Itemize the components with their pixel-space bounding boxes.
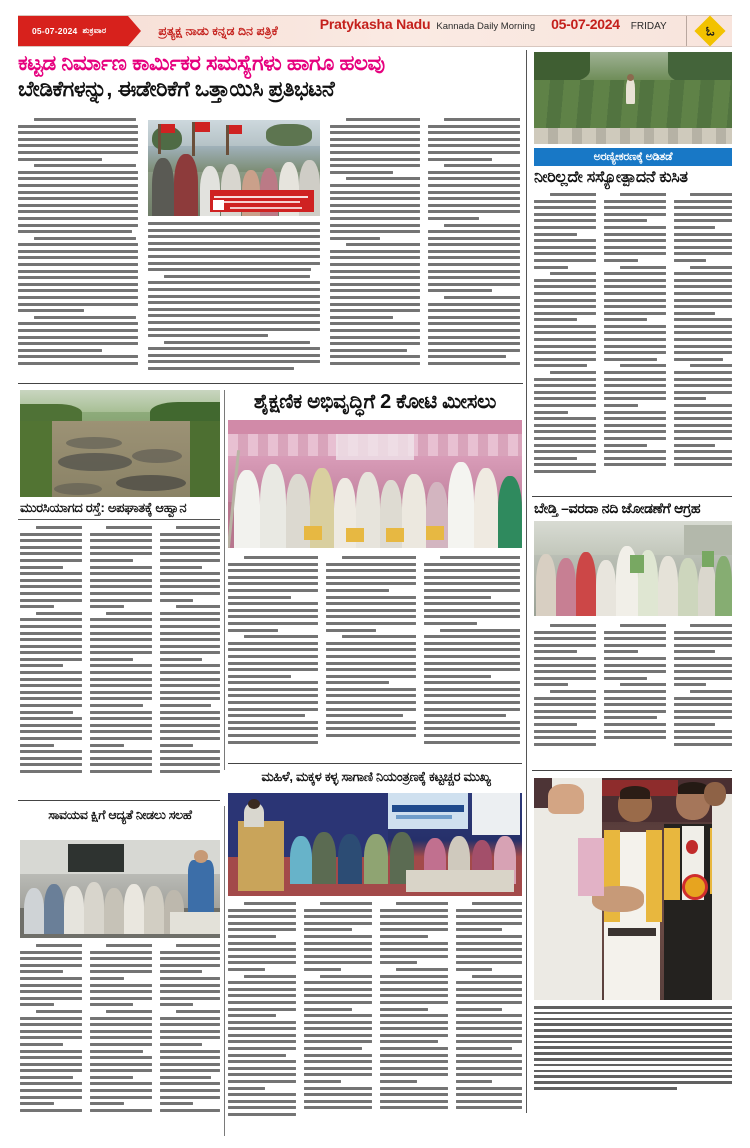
- top-story-column-4: [428, 118, 520, 376]
- forest-headline: ನೀರಿಲ್ಲದೇ ಸಸ್ಯೋತ್ಪಾದನೆ ಕುಸಿತ: [534, 169, 688, 186]
- left-mid-divider-lower: [224, 806, 225, 1136]
- road-story-column-1: [20, 526, 82, 784]
- organic-farming-workshop-photo: [20, 840, 220, 938]
- farm-field-photo: [534, 52, 732, 144]
- masthead-brand: Pratykasha Nadu: [319, 16, 431, 32]
- top-story-column-2: [148, 222, 320, 376]
- masthead-tagline: Kannada Daily Morning: [436, 21, 536, 32]
- education-story-column-1: [228, 556, 318, 756]
- road-headline-underline: [18, 519, 220, 520]
- award-ceremony-group-photo: [228, 420, 522, 548]
- section-divider-3: [532, 496, 732, 497]
- organic-story-column-1: [20, 944, 82, 1134]
- road-headline: ಮುರಸಿಯಾಗದ ರಸ್ತೆ: ಅಪಘಾತಕ್ಕೆ ಆಹ್ವಾನ: [20, 500, 187, 515]
- organic-headline: ಸಾವಯವ ಕ್ಷಿಗೆ ಆದ್ಯತೆ ನೀಡಲು ಸಲಹೆ: [48, 808, 192, 822]
- logo-glyph: ಓ: [705, 23, 714, 38]
- section-divider-5: [18, 800, 220, 801]
- masthead-flag-date: 05-07-2024: [32, 26, 78, 36]
- forest-banner: ಅರಣ್ಯೀಕರಣಕ್ಕೆ ಅಡಿತಡೆ: [534, 148, 732, 166]
- children-story-column-3: [380, 902, 448, 1132]
- section-divider-6: [532, 770, 732, 771]
- children-story-column-1: [228, 902, 296, 1132]
- right-rail-divider: [526, 50, 527, 1113]
- organic-story-column-2: [90, 944, 152, 1134]
- protest-rally-photo: [148, 120, 320, 216]
- main-headline-line1: ಕಟ್ಟಡ ನಿರ್ಮಾಣ ಕಾರ್ಮಿಕರ ಸಮಸ್ಯೆಗಳು ಹಾಗೂ ಹಲವು: [18, 51, 385, 75]
- section-divider-2: [228, 383, 522, 384]
- masthead-logo: [686, 16, 732, 46]
- felicitation-caption: [534, 1006, 732, 1093]
- road-story-column-2: [90, 526, 152, 784]
- children-story-column-4: [456, 902, 522, 1132]
- main-headline: [18, 50, 523, 102]
- river-story-column-2: [604, 624, 666, 764]
- road-story-column-3: [160, 526, 220, 784]
- river-story-column-3: [674, 624, 732, 764]
- children-headline: ಮಹಿಳೆ, ಮಕ್ಕಳ ಕಳ್ಳ ಸಾಗಾಣಿ ನಿಯಂತ್ರಣಕ್ಕೆ ಕಟ್ಟಚ್ಚರ ಮುಖ್ಯ: [261, 769, 491, 784]
- education-headline: ಶೈಕ್ಷಣಿಕ ಅಭಿವೃದ್ಧಿಗೆ 2 ಕೋಟಿ ಮೀಸಲು: [253, 391, 497, 413]
- newspaper-logo-diamond: [694, 15, 725, 46]
- section-divider-4: [228, 763, 522, 764]
- masthead-flag-day: ಶುಕ್ರವಾರ: [82, 26, 107, 35]
- felicitation-handshake-photo: [534, 778, 732, 1000]
- masthead-kannada-title: ಪ್ರತ್ಯಕ್ಷ ನಾಡು ಕನ್ನಡ ದಿನ ಪತ್ರಿಕೆ: [158, 23, 278, 38]
- children-story-column-2: [304, 902, 372, 1132]
- masthead-date: 05-07-2024: [551, 16, 620, 32]
- masthead-english-block: [294, 16, 686, 46]
- left-mid-divider-upper: [224, 390, 225, 770]
- child-marriage-meeting-photo: [228, 793, 522, 896]
- river-protest-photo: [534, 521, 732, 616]
- top-story-column-1: [18, 118, 138, 376]
- organic-story-column-3: [160, 944, 220, 1134]
- main-headline-line2: ಬೇಡಿಕೆಗಳನ್ನು, ಈಡೇರಿಕೆಗೆ ಒತ್ತಾಯಿಸಿ ಪ್ರತಿಭಟನೆ: [18, 77, 335, 101]
- forest-story-column-1: [534, 193, 596, 493]
- masthead-date-flag: [18, 16, 128, 46]
- damaged-road-photo: [20, 390, 220, 497]
- education-story-column-2: [326, 556, 416, 756]
- education-story-column-3: [424, 556, 520, 756]
- top-story-column-3: [330, 118, 420, 376]
- forest-story-column-3: [674, 193, 732, 493]
- river-headline: ಬೇಡ್ತಿ –ವರದಾ ನದಿ ಜೋಡಣೆಗೆ ಆಗ್ರಹ: [534, 500, 701, 516]
- masthead-day: FRIDAY: [630, 21, 667, 32]
- forest-story-column-2: [604, 193, 666, 493]
- masthead: [18, 15, 732, 47]
- river-story-column-1: [534, 624, 596, 764]
